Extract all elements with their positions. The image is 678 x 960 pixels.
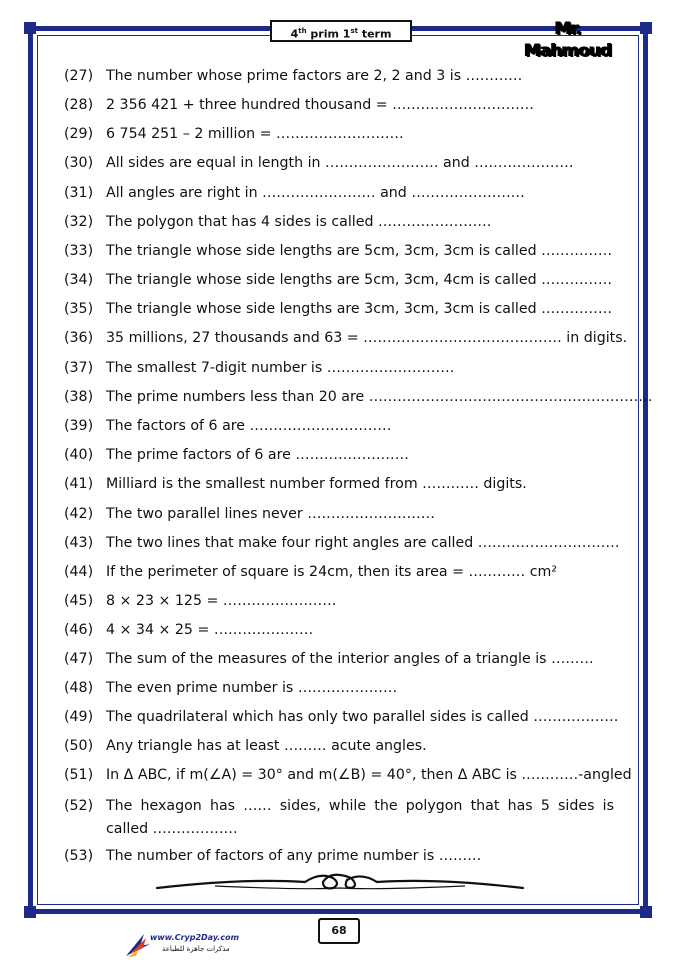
question-number: (38) (64, 389, 94, 405)
frame-corner (640, 906, 652, 918)
question-item (64, 766, 632, 784)
question-item (64, 96, 534, 114)
question-number: (35) (64, 301, 94, 317)
question-number: (28) (64, 97, 94, 113)
question-number: (42) (64, 506, 94, 522)
question-item (64, 242, 612, 260)
question-number: (37) (64, 360, 94, 376)
question-text: The triangle whose side lengths are 5cm, 3cm, 3cm is called …………… (106, 243, 613, 259)
page-number: 68 (318, 918, 360, 944)
question-text: All angles are right in …………………… and …………………… (106, 185, 525, 201)
site-url: www.Cryp2Day.com (150, 933, 239, 942)
author-brand: Mr. Mahmoud (524, 19, 612, 61)
question-text: The prime factors of 6 are …………………… (106, 447, 409, 463)
question-text: In Δ ABC, if m(∠A) = 30° and m(∠B) = 40°, then Δ ABC is …………-angled (106, 767, 632, 783)
frame-dotted-border (44, 28, 264, 34)
question-text: 2 356 421 + three hundred thousand = ………………………… (106, 97, 534, 113)
question-number: (48) (64, 680, 94, 696)
question-item (64, 650, 594, 668)
grade-word: prim (310, 27, 339, 41)
question-text: 6 754 251 – 2 million = ……………………… (106, 126, 404, 142)
question-item (64, 795, 614, 841)
question-item (64, 388, 653, 406)
question-number: (31) (64, 185, 94, 201)
question-text: The number whose prime factors are 2, 2 and 3 is ………… (106, 68, 523, 84)
question-item (64, 125, 404, 143)
site-tagline: مذكرات جاهزة للطباعة (162, 945, 230, 953)
question-number: (32) (64, 214, 94, 230)
question-number: (39) (64, 418, 94, 434)
question-item (64, 67, 522, 85)
question-item (64, 592, 336, 610)
question-number: (53) (64, 848, 94, 864)
question-item (64, 679, 397, 697)
question-text: 4 × 34 × 25 = ………………… (106, 622, 314, 638)
header-grade-term (270, 20, 412, 42)
question-item (64, 847, 481, 865)
question-item (64, 271, 612, 289)
question-item (64, 184, 525, 202)
question-item (64, 359, 454, 377)
question-item (64, 737, 427, 755)
question-number: (41) (64, 476, 94, 492)
question-text: The polygon that has 4 sides is called …………………… (106, 214, 492, 230)
question-number: (40) (64, 447, 94, 463)
question-item (64, 475, 527, 493)
grade-suffix: th (298, 27, 307, 35)
question-item (64, 621, 313, 639)
frame-dotted-border (44, 911, 312, 916)
term-suffix: st (350, 27, 358, 35)
question-text: Milliard is the smallest number formed from ………… digits. (106, 476, 527, 492)
term-number: 1 (342, 27, 351, 41)
question-item (64, 708, 618, 726)
frame-corner (24, 22, 36, 34)
question-text: 35 millions, 27 thousands and 63 = …………………………………… in digits. (106, 330, 628, 346)
question-text: The quadrilateral which has only two parallel sides is called ……………… (106, 709, 619, 725)
question-number: (46) (64, 622, 94, 638)
question-number: (47) (64, 651, 94, 667)
question-text: The factors of 6 are ………………………… (106, 418, 392, 434)
question-text: The two parallel lines never ……………………… (106, 506, 435, 522)
question-number: (27) (64, 68, 94, 84)
question-number: (44) (64, 564, 94, 580)
question-number: (50) (64, 738, 94, 754)
question-item (64, 300, 612, 318)
question-item (64, 563, 557, 581)
term-word: term (361, 27, 392, 41)
question-text: The triangle whose side lengths are 3cm, 3cm, 3cm is called …………… (106, 301, 613, 317)
question-text: The number of factors of any prime number is ……… (106, 848, 482, 864)
frame-corner (24, 906, 36, 918)
question-item (64, 213, 492, 231)
question-number: (34) (64, 272, 94, 288)
frame-corner (640, 22, 652, 34)
question-text: Any triangle has at least ……… acute angles. (106, 738, 427, 754)
question-item (64, 154, 574, 172)
question-text: All sides are equal in length in …………………… and ………………… (106, 155, 574, 171)
question-item (64, 417, 391, 435)
question-text: The sum of the measures of the interior angles of a triangle is ……… (106, 651, 594, 667)
question-text: The smallest 7-digit number is ……………………… (106, 360, 455, 376)
ornament-divider (155, 866, 525, 896)
question-number: (36) (64, 330, 94, 346)
question-text: The even prime number is ………………… (106, 680, 398, 696)
question-number: (45) (64, 593, 94, 609)
question-item (64, 446, 409, 464)
question-item (64, 534, 620, 552)
question-number: (43) (64, 535, 94, 551)
question-item (64, 329, 627, 347)
question-item (64, 505, 435, 523)
frame-dotted-border (362, 911, 634, 916)
question-number: (51) (64, 767, 94, 783)
question-text: The two lines that make four right angles are called ………………………… (106, 535, 620, 551)
question-number: (33) (64, 243, 94, 259)
question-number: (52) (64, 798, 94, 814)
question-text: The prime numbers less than 20 are …………………………………………………… (106, 389, 653, 405)
question-text: The hexagon has …… sides, while the polygon that has 5 sides is called ……………… (106, 798, 614, 837)
question-text: The triangle whose side lengths are 5cm, 3cm, 4cm is called …………… (106, 272, 613, 288)
frame-dotted-border (420, 28, 510, 34)
question-text: If the perimeter of square is 24cm, then its area = ………… cm² (106, 564, 558, 580)
question-number: (49) (64, 709, 94, 725)
question-number: (29) (64, 126, 94, 142)
question-number: (30) (64, 155, 94, 171)
question-text: 8 × 23 × 125 = …………………… (106, 593, 337, 609)
grade-number: 4 (290, 27, 299, 41)
